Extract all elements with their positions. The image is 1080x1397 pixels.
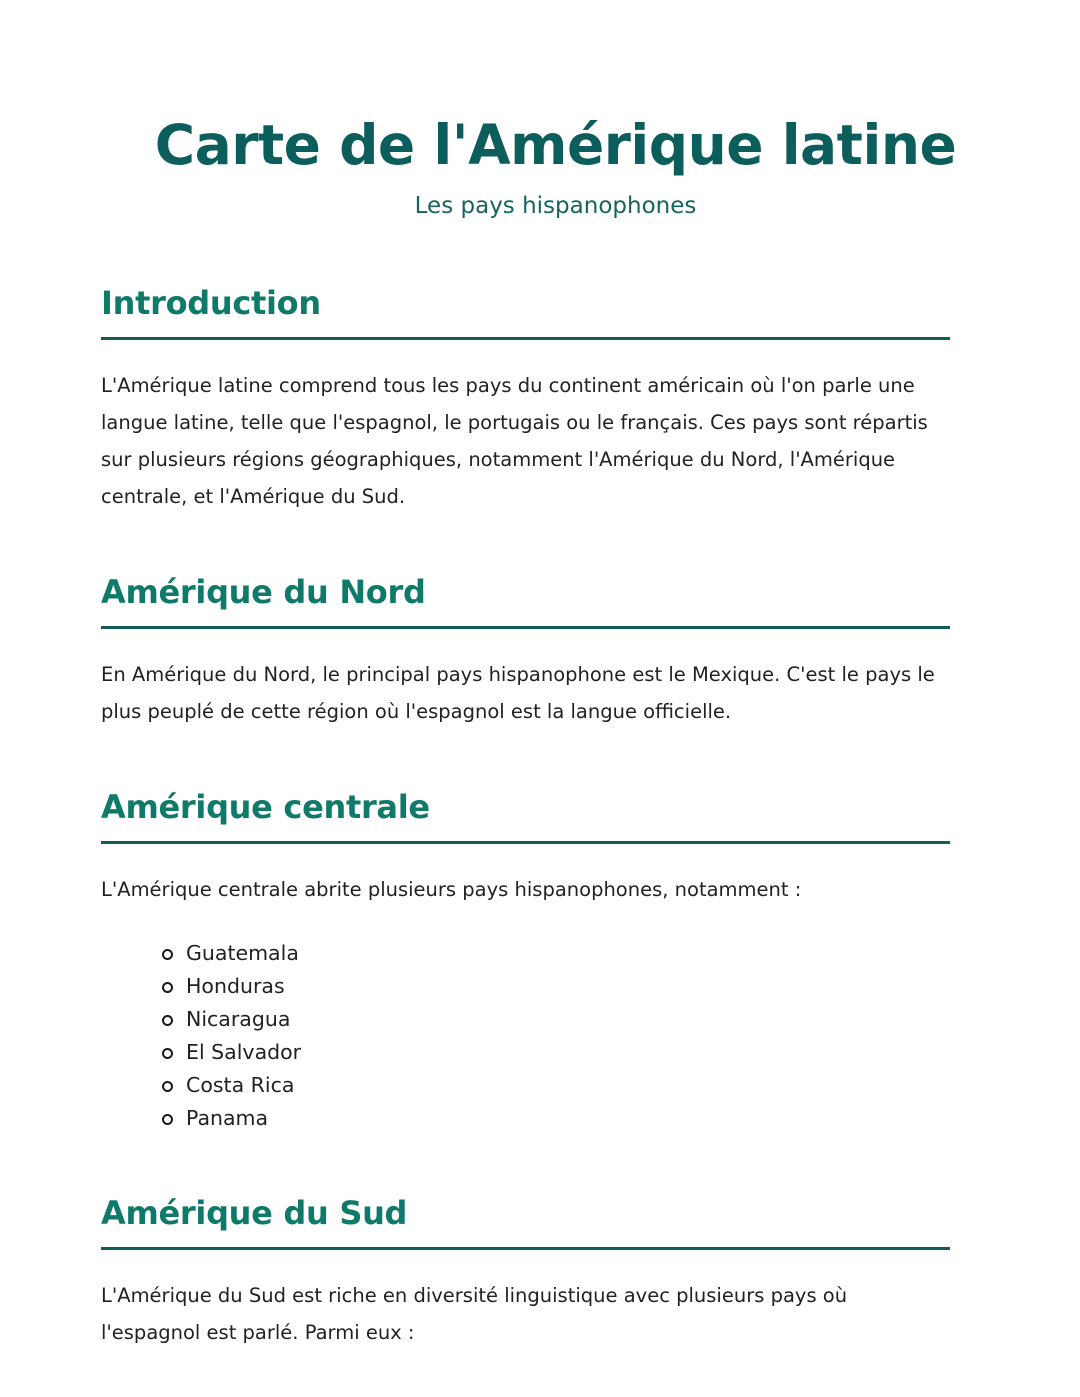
section-paragraph: L'Amérique latine comprend tous les pays du continent américain où l'on parle une langue latine, telle que l'espagnol, le portugais ou le français. Ces pays sont répartis sur plusieurs régions géographiques, notamment l'Amérique du Nord, l'Amérique centrale, et l'Amérique du Sud. (101, 374, 928, 508)
list-item (162, 1102, 950, 1135)
country-list (101, 937, 950, 1135)
list-item-label: Costa Rica (186, 1073, 295, 1097)
section-heading: Amérique du Nord (101, 573, 426, 611)
section-paragraph: En Amérique du Nord, le principal pays hispanophone est le Mexique. C'est le pays le plus peuplé de cette région où l'espagnol est la langue officielle. (101, 663, 935, 723)
section-amerique-du-nord (101, 570, 950, 730)
list-item (162, 1003, 950, 1036)
list-item (162, 937, 950, 970)
circle-bullet-icon (162, 1114, 173, 1125)
circle-bullet-icon (162, 982, 173, 993)
list-item (162, 970, 950, 1003)
section-heading: Introduction (101, 284, 321, 322)
list-item-label: Nicaragua (186, 1007, 291, 1031)
section-amerique-centrale (101, 785, 950, 1135)
section-heading: Amérique centrale (101, 788, 430, 826)
section-amerique-du-sud (101, 1191, 950, 1351)
page-subtitle: Les pays hispanophones (414, 193, 697, 219)
circle-bullet-icon (162, 949, 173, 960)
section-divider (101, 841, 950, 844)
section-paragraph: L'Amérique du Sud est riche en diversité linguistique avec plusieurs pays où l'espagnol est parlé. Parmi eux : (101, 1284, 848, 1344)
list-item (162, 1036, 950, 1069)
list-item-label: Honduras (186, 974, 285, 998)
section-divider (101, 1247, 950, 1250)
section-divider (101, 626, 950, 629)
circle-bullet-icon (162, 1048, 173, 1059)
section-introduction (101, 281, 950, 515)
section-heading: Amérique du Sud (101, 1194, 408, 1232)
list-item-label: Panama (186, 1106, 269, 1130)
page-title: Carte de l'Amérique latine (154, 113, 957, 177)
list-item-label: El Salvador (186, 1040, 302, 1064)
section-divider (101, 337, 950, 340)
circle-bullet-icon (162, 1081, 173, 1092)
list-item-label: Guatemala (186, 941, 299, 965)
list-item (162, 1069, 950, 1102)
circle-bullet-icon (162, 1015, 173, 1026)
section-paragraph: L'Amérique centrale abrite plusieurs pays hispanophones, notamment : (101, 878, 802, 901)
